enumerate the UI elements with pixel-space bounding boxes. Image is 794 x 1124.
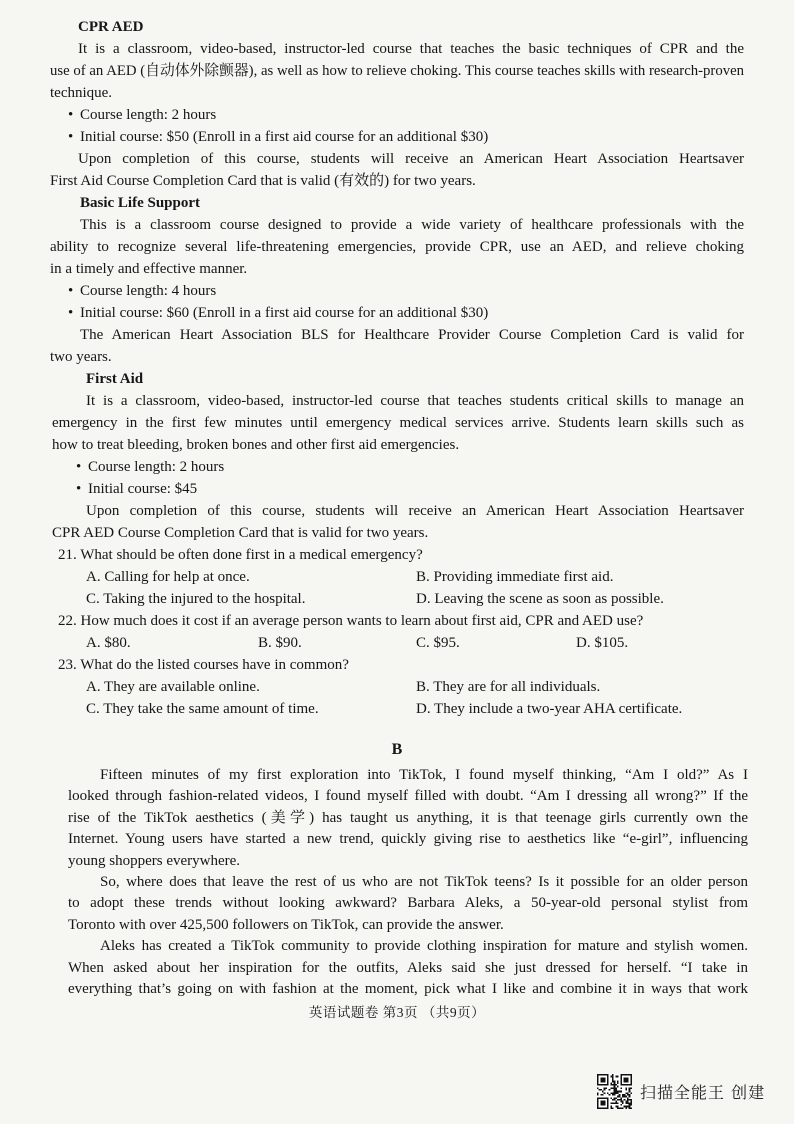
course-title: Basic Life Support xyxy=(80,195,201,211)
course-certificate-line: two years. xyxy=(50,349,112,365)
options-row xyxy=(58,588,744,610)
passage-paragraph xyxy=(68,936,748,1000)
options-row xyxy=(58,676,744,698)
passage-line: young shoppers everywhere. xyxy=(68,852,241,869)
course-description-line: in a timely and effective manner. xyxy=(50,261,248,277)
options-row xyxy=(58,632,744,654)
course-description-line: emergency in the first few minutes until emergency medical services arrive. Students learn skills such as xyxy=(52,415,744,431)
reading-passage-a xyxy=(50,16,744,720)
qr-code-icon xyxy=(597,1074,632,1109)
answer-option: B. $90. xyxy=(258,635,302,651)
question-stem: 21. What should be often done first in a medical emergency? xyxy=(58,547,423,563)
course-length-item: • Course length: 2 hours xyxy=(50,104,744,126)
question-stem: 23. What do the listed courses have in common? xyxy=(58,657,349,673)
course-certificate-line: CPR AED Course Completion Card that is valid for two years. xyxy=(52,525,429,541)
answer-option: A. Calling for help at once. xyxy=(86,569,250,585)
passage-line: Fifteen minutes of my first exploration into TikTok, I found myself thinking, “Am I old?” As I xyxy=(100,767,748,783)
course-description-line: This is a classroom course designed to provide a wide variety of healthcare professionals with the xyxy=(80,217,744,233)
scanner-watermark-text: 扫描全能王 创建 xyxy=(640,1083,766,1102)
options-row xyxy=(58,566,744,588)
passage-line: Internet. Young users have started a new trend, quickly giving rise to aesthetics like “e-girl”, influencing xyxy=(68,831,748,848)
course-length-item: • Course length: 4 hours xyxy=(50,280,744,302)
passage-line: Toronto with over 425,500 followers on TikTok, can provide the answer. xyxy=(68,916,504,933)
course-certificate-line: Upon completion of this course, students will receive an American Heart Association Heartsaver xyxy=(78,151,744,167)
passage-line: rise of the TikTok aesthetics (美学) has taught us anything, it is that teenage girls currently own the xyxy=(68,809,748,826)
answer-option: A. They are available online. xyxy=(86,679,260,695)
passage-line: looked through fashion-related videos, I found myself filled with doubt. “Am I dressing all wrong?” If the xyxy=(68,788,748,805)
course-fee-item: • Initial course: $50 (Enroll in a first aid course for an additional $30) xyxy=(50,126,744,148)
course-description-line: It is a classroom, video-based, instructor-led course that teaches students critical skills to manage an xyxy=(86,393,744,409)
course-description-line: use of an AED (自动体外除颤器), as well as how to relieve choking. This course teaches skills with research-proven xyxy=(50,63,744,79)
answer-option: D. They include a two-year AHA certificate. xyxy=(416,701,683,717)
course-description-line: how to treat bleeding, broken bones and other first aid emergencies. xyxy=(52,437,460,453)
course-title: First Aid xyxy=(86,371,144,387)
page-footer: 英语试题卷 第3页 （共9页） xyxy=(308,1005,486,1020)
answer-option: B. Providing immediate first aid. xyxy=(416,569,614,585)
course-description-line: technique. xyxy=(50,85,113,101)
passage-line: to adopt these trends without looking awkward? Barbara Aleks, a 50-year-old personal stylist from xyxy=(68,895,748,912)
course-fee-item: • Initial course: $45 xyxy=(52,478,744,500)
question-stem: 22. How much does it cost if an average person wants to learn about first aid, CPR and AED use? xyxy=(58,613,644,629)
reading-passage-b xyxy=(68,765,748,1000)
course-certificate-line: First Aid Course Completion Card that is valid (有效的) for two years. xyxy=(50,173,476,189)
course-first-aid xyxy=(52,368,744,544)
passage-b-label: B xyxy=(391,741,403,758)
options-row xyxy=(58,698,744,720)
course-basic-life-support xyxy=(50,192,744,368)
course-certificate-line: The American Heart Association BLS for Healthcare Provider Course Completion Card is valid for xyxy=(80,327,744,343)
answer-option: C. They take the same amount of time. xyxy=(86,701,319,717)
passage-line: When asked about her inspiration for the outfits, Aleks said she just dressed for herself. “I take in xyxy=(68,959,748,976)
answer-option: D. Leaving the scene as soon as possible. xyxy=(416,591,664,607)
answer-option: B. They are for all individuals. xyxy=(416,679,601,695)
answer-option: D. $105. xyxy=(576,635,629,651)
answer-option: A. $80. xyxy=(86,635,131,651)
passage-paragraph xyxy=(68,872,748,936)
course-cpr-aed xyxy=(50,16,744,192)
course-description-line: It is a classroom, video-based, instructor-led course that teaches the basic techniques of CPR and the xyxy=(78,41,744,57)
passage-line: Aleks has created a TikTok community to provide clothing inspiration for mature and stylish women. xyxy=(100,938,748,955)
course-title: CPR AED xyxy=(78,19,144,35)
course-fee-item: • Initial course: $60 (Enroll in a first aid course for an additional $30) xyxy=(50,302,744,324)
passage-paragraph xyxy=(68,765,748,872)
answer-option: C. $95. xyxy=(416,635,460,651)
course-length-item: • Course length: 2 hours xyxy=(52,456,744,478)
course-description-line: ability to recognize several life-threatening emergencies, provide CPR, use an AED, and relieve choking xyxy=(50,239,744,255)
answer-option: C. Taking the injured to the hospital. xyxy=(86,591,306,607)
question-list xyxy=(58,544,744,720)
passage-line: everything that’s going on with fashion at the moment, pick what I like and combine it in ways that work xyxy=(68,981,748,998)
passage-line: So, where does that leave the rest of us who are not TikTok teens? Is it possible for an older person xyxy=(100,874,748,891)
course-certificate-line: Upon completion of this course, students will receive an American Heart Association Heartsaver xyxy=(86,503,744,519)
